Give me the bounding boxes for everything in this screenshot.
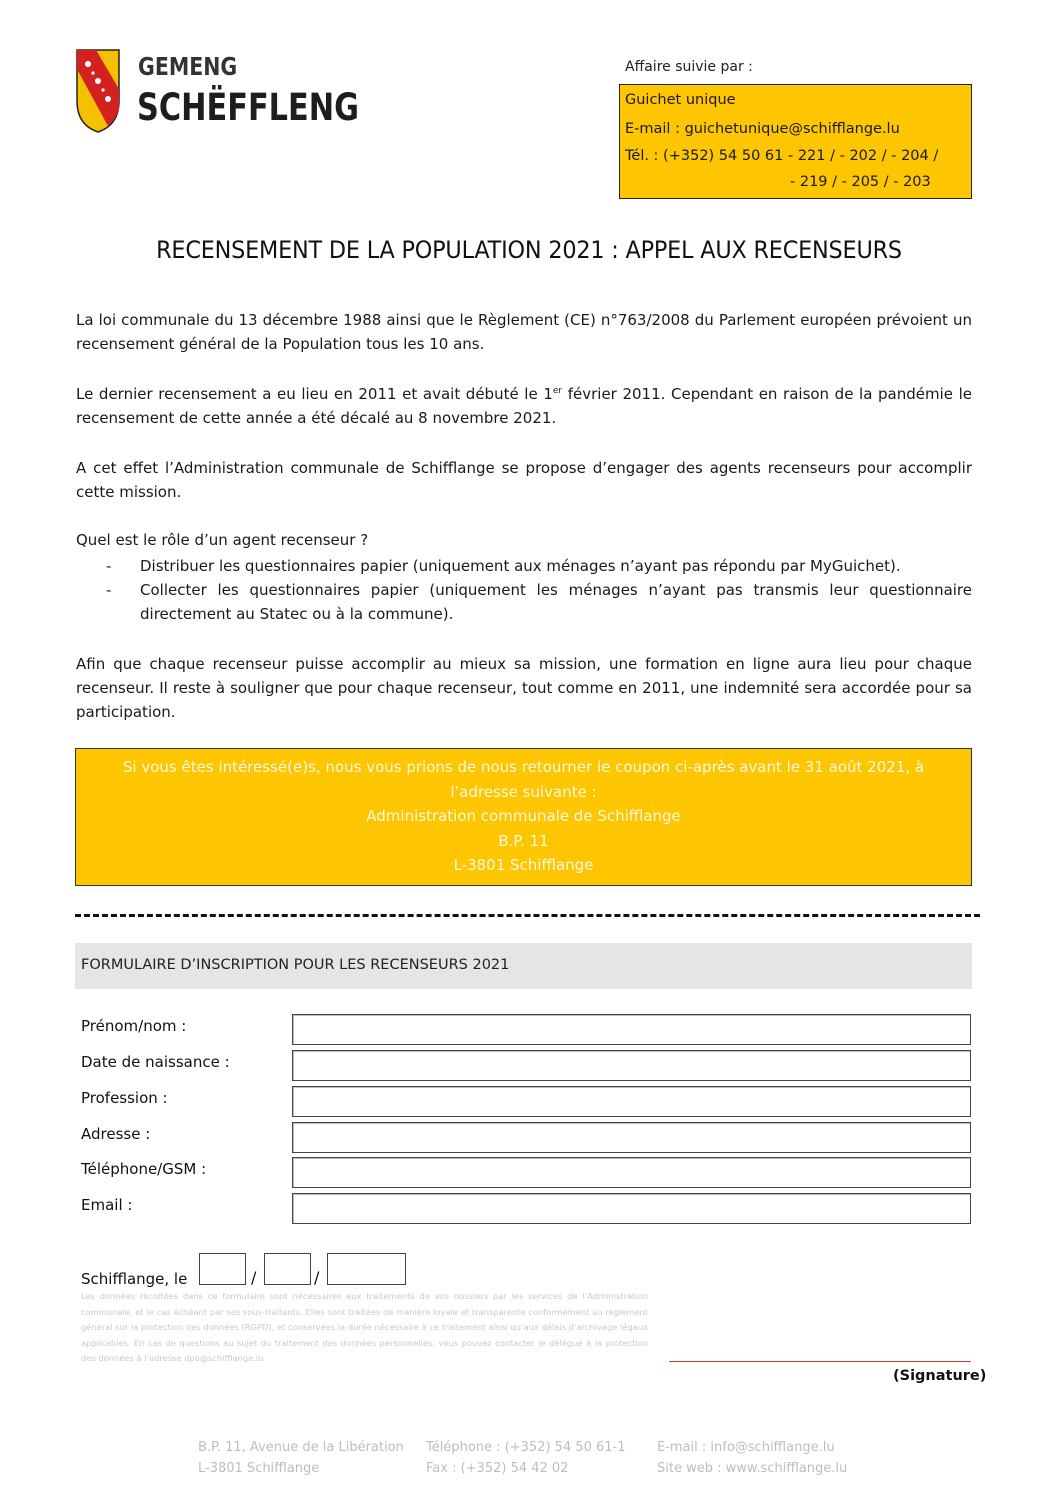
contact-service: Guichet unique: [625, 92, 736, 108]
notice-line: L-3801 Schifflange: [453, 856, 594, 874]
municipal-coat-of-arms-logo: [76, 49, 120, 133]
footer-phone-line: Téléphone : (+352) 54 50 61-1: [426, 1440, 626, 1455]
paragraph-recruitment: A cet effet l’Administration communale de Schifflange se propose d’engager des agents recenseurs pour accomplir cette mission.: [76, 459, 972, 501]
date-day-field[interactable]: [199, 1253, 246, 1285]
form-title: FORMULAIRE D’INSCRIPTION POUR LES RECENSEURS 2021: [81, 957, 510, 973]
paragraph-last-census: Le dernier recensement a eu lieu en 2011 et avait débuté le 1er février 2011. Cependant en raison de la pandémie le recensement de cette année a été décalé au 8 novembre 2021.: [76, 385, 972, 427]
contact-box: [619, 84, 972, 199]
address-field[interactable]: [292, 1122, 971, 1153]
field-label-phone: Téléphone/GSM :: [81, 1160, 207, 1178]
name-field[interactable]: [292, 1014, 971, 1045]
footer-email-link[interactable]: E-mail : info@schifflange.lu: [657, 1440, 835, 1455]
contact-phone-line2: - 219 / - 205 / - 203: [790, 174, 931, 190]
signature-label: (Signature): [893, 1368, 987, 1384]
field-label-profession: Profession :: [81, 1089, 168, 1107]
logo-text-scheffleng: SCHËFFLENG: [137, 86, 360, 129]
list-item: - Distribuer les questionnaires papier (uniquement aux ménages n’ayant pas répondu par MyGuichet).: [106, 557, 901, 575]
field-label-birthdate: Date de naissance :: [81, 1053, 230, 1071]
list-item: - Collecter les questionnaires papier (uniquement les ménages n’ayant pas transmis leur questionnaire directement au Statec ou à la commune).: [106, 581, 972, 623]
footer-fax-line: Fax : (+352) 54 42 02: [426, 1461, 569, 1476]
contact-phone-line1: Tél. : (+352) 54 50 61 - 221 / - 202 / - 204 /: [625, 148, 939, 164]
cut-here-dashed-line: [75, 914, 980, 917]
footer-address-line: B.P. 11, Avenue de la Libération: [198, 1440, 404, 1455]
logo-text-gemeng: GEMENG: [138, 52, 238, 81]
privacy-notice: Les données récoltées dans ce formulaire sont nécessaires aux traitements de vos dossiers par les services de l’Administration communale, et le cas échéant par ses sous-traitants. Elles sont traitées de manière loyale et transparente conformément au règlement général sur la protection des données (RGPD), et conservées la durée nécessaire à ce traitement ainsi qu’aux délais d’archivage légaux applicables. En cas de questions au sujet du traitement des données personnelles, vous pouvez contacter le délégué à la protection des données à l’adresse dpo@schifflange.lu: [81, 1291, 648, 1363]
phone-field[interactable]: [292, 1157, 971, 1188]
return-coupon-notice: [75, 748, 972, 886]
notice-line: l’adresse suivante :: [450, 782, 597, 801]
footer-address-line: L-3801 Schifflange: [198, 1461, 320, 1476]
date-place-label: Schifflange, le: [81, 1270, 188, 1288]
field-label-email: Email :: [81, 1196, 133, 1214]
date-month-field[interactable]: [264, 1253, 311, 1285]
date-separator: /: [314, 1268, 320, 1287]
date-year-field[interactable]: [327, 1253, 406, 1285]
notice-line: B.P. 11: [498, 831, 549, 850]
form-header: [75, 943, 972, 989]
footer-address: [198, 1437, 404, 1479]
notice-line: Administration communale de Schifflange: [366, 807, 681, 825]
notice-line: Si vous êtes intéressé(e)s, nous vous prions de nous retourner le coupon ci-après avant le 31 août 2021, à: [122, 758, 925, 776]
affaire-suivie-label: Affaire suivie par :: [625, 59, 753, 75]
field-label-name: Prénom/nom :: [81, 1017, 187, 1035]
date-separator: /: [251, 1268, 257, 1287]
role-question: Quel est le rôle d’un agent recenseur ?: [76, 531, 369, 549]
footer-web: [657, 1437, 847, 1479]
page-title: RECENSEMENT DE LA POPULATION 2021 : APPEL AUX RECENSEURS: [156, 236, 902, 264]
contact-email: E-mail : guichetunique@schifflange.lu: [625, 121, 900, 137]
birthdate-field[interactable]: [292, 1050, 971, 1081]
profession-field[interactable]: [292, 1086, 971, 1117]
paragraph-training: Afin que chaque recenseur puisse accomplir au mieux sa mission, une formation en ligne aura lieu pour chaque recenseur. Il reste à souligner que pour chaque recenseur, tout comme en 2011, une indemnité sera accordée pour sa participation.: [76, 655, 972, 721]
signature-line[interactable]: [669, 1361, 971, 1362]
paragraph-legal-basis: La loi communale du 13 décembre 1988 ainsi que le Règlement (CE) n°763/2008 du Parlement européen prévoient un recensement général de la Population tous les 10 ans.: [76, 311, 972, 353]
footer-website-link[interactable]: Site web : www.schifflange.lu: [657, 1461, 848, 1476]
footer-phone: [426, 1437, 626, 1479]
field-label-address: Adresse :: [81, 1125, 151, 1143]
email-field[interactable]: [292, 1193, 971, 1224]
